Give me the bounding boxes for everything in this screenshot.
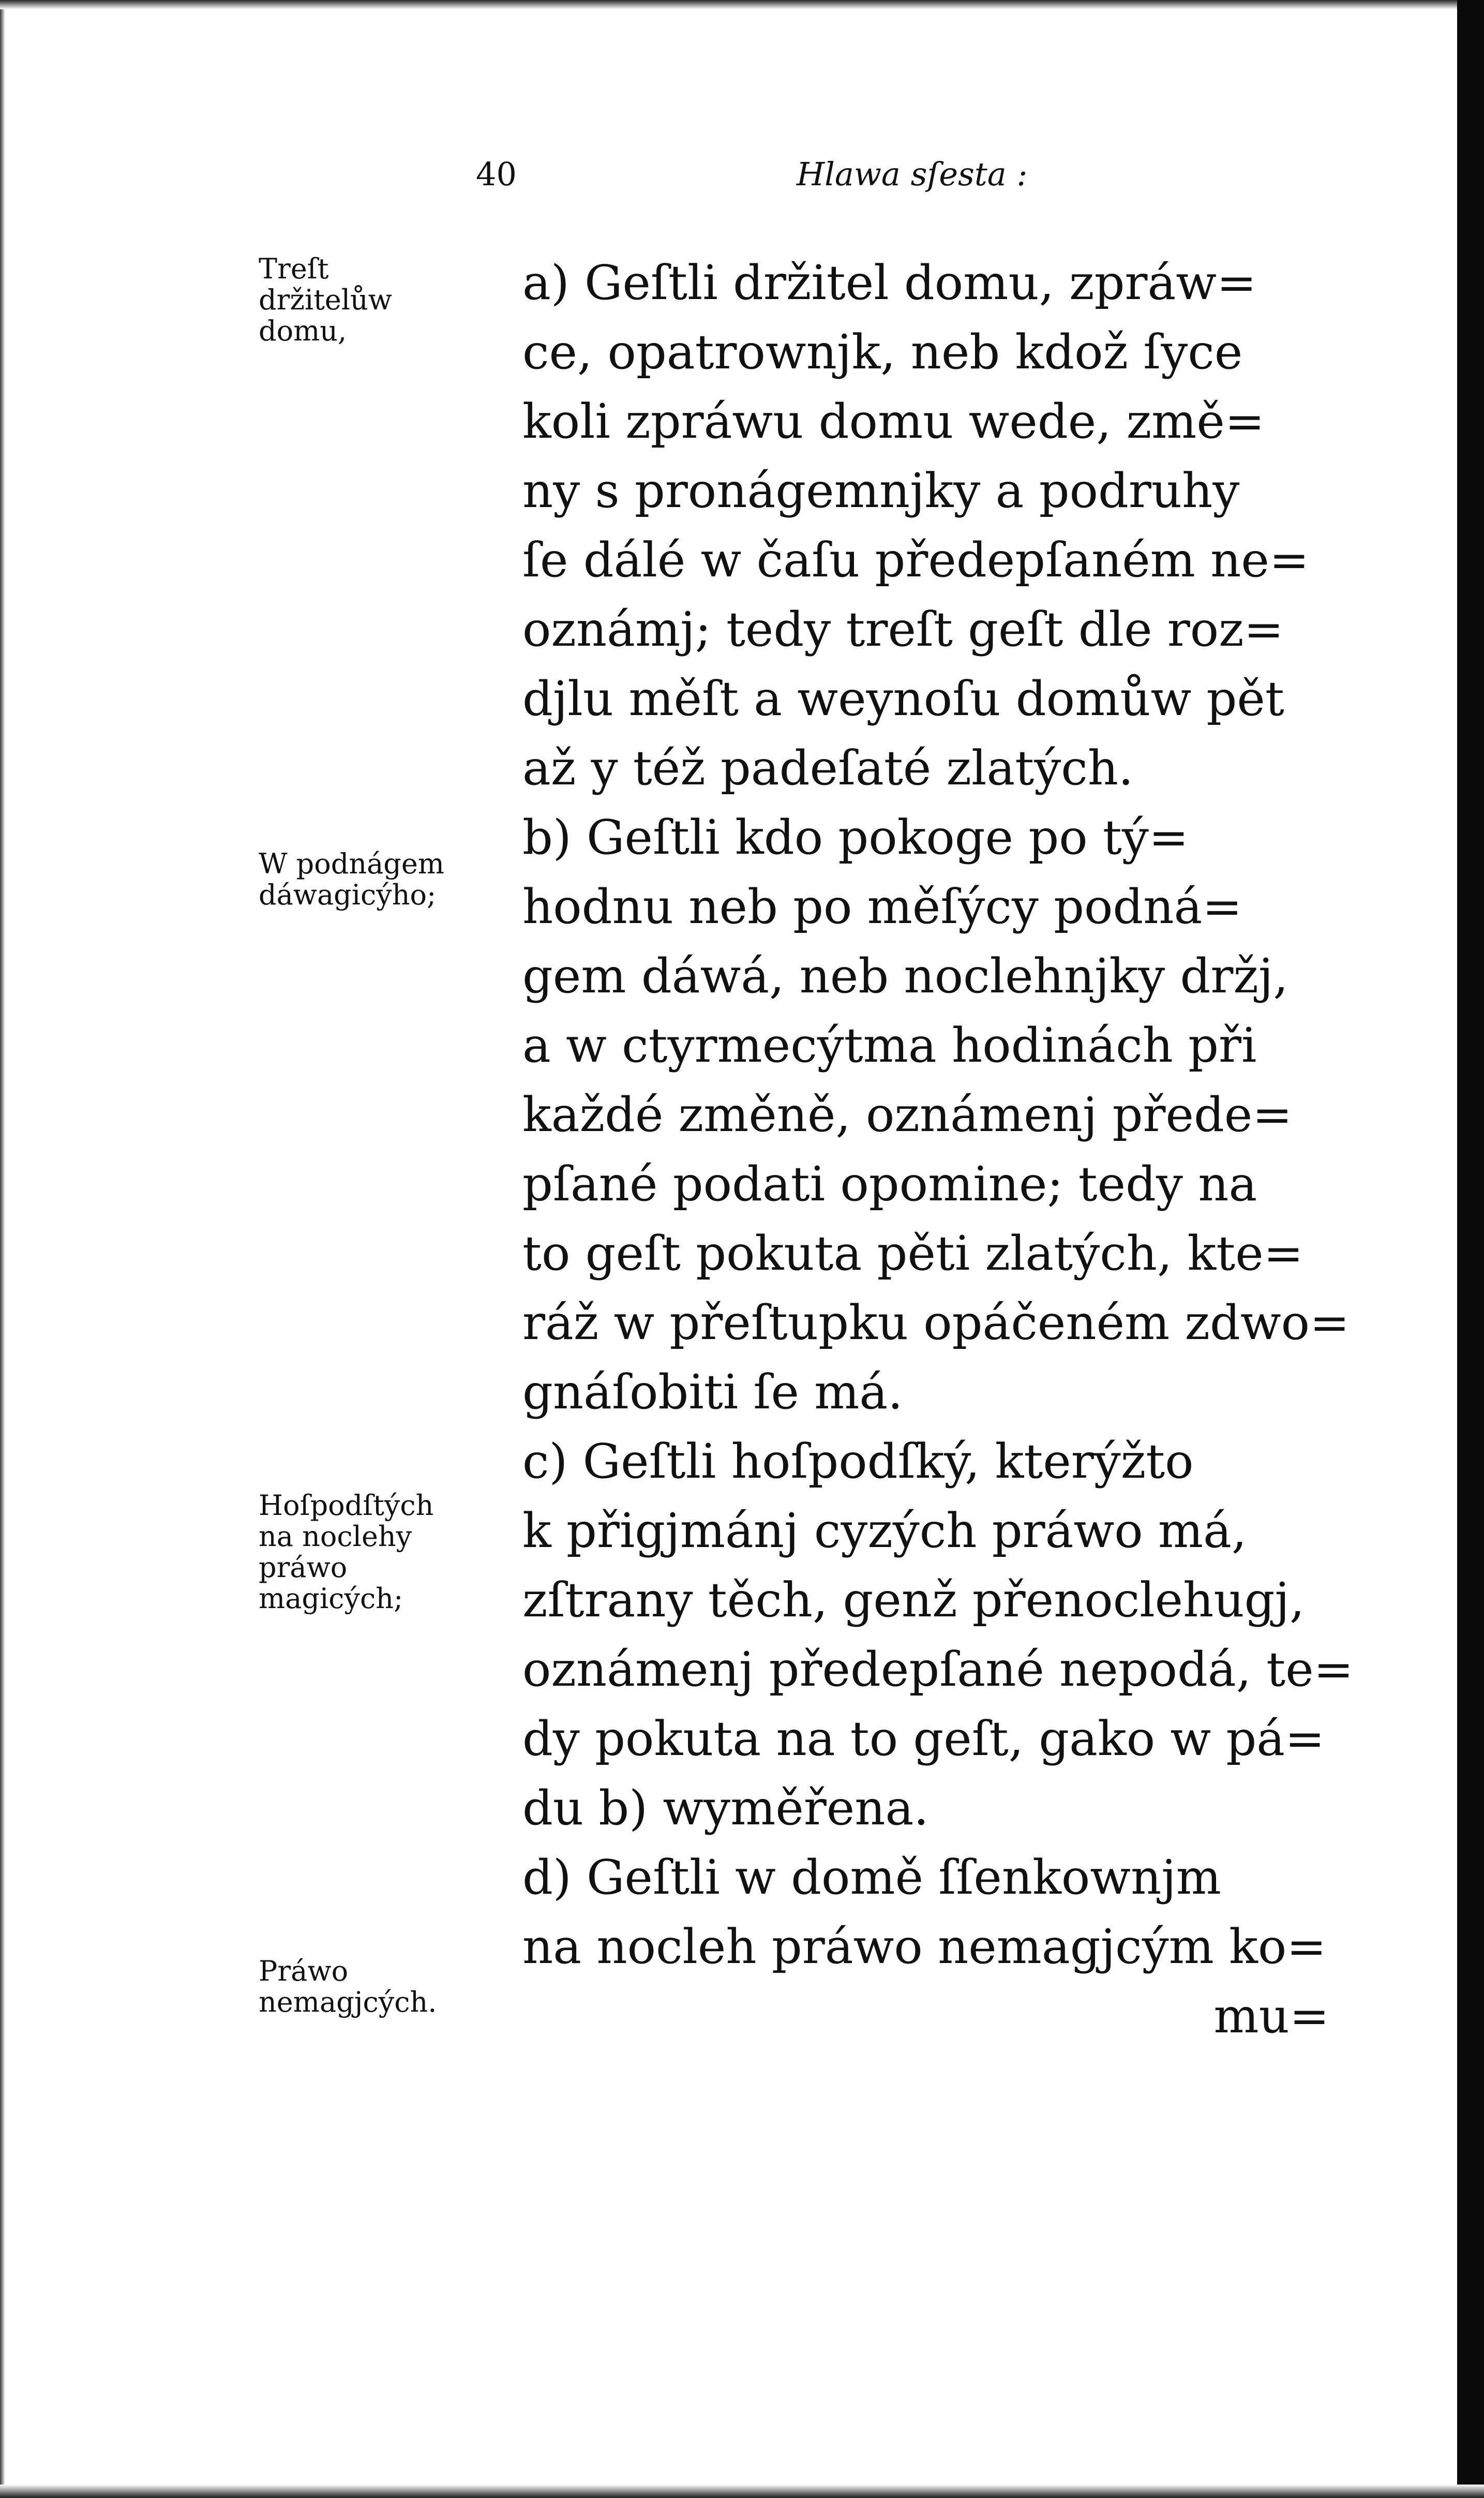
- body-line: gem dáwá, neb noclehnjky držj,: [522, 948, 1288, 1004]
- body-text: [522, 248, 1391, 2051]
- body-line: c) Geſtli hoſpodſký, kterýžto: [522, 1434, 1194, 1489]
- body-line: koli zpráwu domu wede, změ=: [522, 394, 1265, 449]
- scan-edge-top: [0, 0, 1484, 9]
- body-line: oznámenj předepſané nepodá, te=: [522, 1642, 1354, 1697]
- body-line: d) Geſtli w domě ſſenkownjm: [522, 1850, 1221, 1905]
- scan-edge-right: [1457, 0, 1484, 2498]
- margin-note-4: Práwo nemagjcých.: [259, 1955, 437, 2018]
- body-line: a w ctyrmecýtma hodinách při: [522, 1018, 1257, 1073]
- body-line: oznámj; tedy treſt geſt dle roz=: [522, 602, 1284, 657]
- body-line: djlu měſt a weynoſu domůw pět: [522, 671, 1284, 726]
- page-header: [476, 155, 1324, 202]
- body-line: dy pokuta na to geſt, gako w pá=: [522, 1711, 1325, 1766]
- body-line: ny s pronágemnjky a podruhy: [522, 463, 1240, 518]
- catchword: mu=: [1213, 1988, 1329, 2044]
- page-number: 40: [476, 155, 517, 193]
- body-line: na nocleh práwo nemagjcým ko=: [522, 1919, 1327, 1974]
- body-line: a) Geſtli držitel domu, zpráw=: [522, 255, 1257, 310]
- scan-edge-left: [0, 0, 5, 2498]
- body-line: ſe dálé w čaſu předepſaném ne=: [522, 532, 1309, 588]
- body-line: ce, opatrownjk, neb kdož ſyce: [522, 324, 1243, 380]
- margin-note-1: Treſt držitelůw domu,: [259, 252, 393, 347]
- body-line: to geſt pokuta pěti zlatých, kte=: [522, 1226, 1303, 1281]
- running-head: Hlawa sſesta :: [797, 155, 1028, 193]
- body-line: b) Geſtli kdo pokoge po tý=: [522, 810, 1189, 865]
- scan-edge-bottom: [0, 2485, 1484, 2498]
- margin-note-2: W podnágem dáwagicýho;: [259, 847, 445, 911]
- body-line: každé změně, oznámenj přede=: [522, 1087, 1293, 1142]
- body-line: hodnu neb po měſýcy podná=: [522, 879, 1242, 934]
- body-line: k přigjmánj cyzých práwo má,: [522, 1503, 1247, 1558]
- body-line: gnáſobiti ſe má.: [522, 1364, 903, 1420]
- body-line: zſtrany těch, genž přenoclehugj,: [522, 1572, 1305, 1628]
- margin-note-3: Hoſpodſtých na noclehy práwo magicých;: [259, 1489, 434, 1615]
- body-line: až y též padeſaté zlatých.: [522, 740, 1134, 796]
- body-line: ráž w přeſtupku opáčeném zdwo=: [522, 1295, 1350, 1350]
- body-line: du b) wyměřena.: [522, 1780, 929, 1836]
- body-line: pſané podati opomine; tedy na: [522, 1156, 1257, 1212]
